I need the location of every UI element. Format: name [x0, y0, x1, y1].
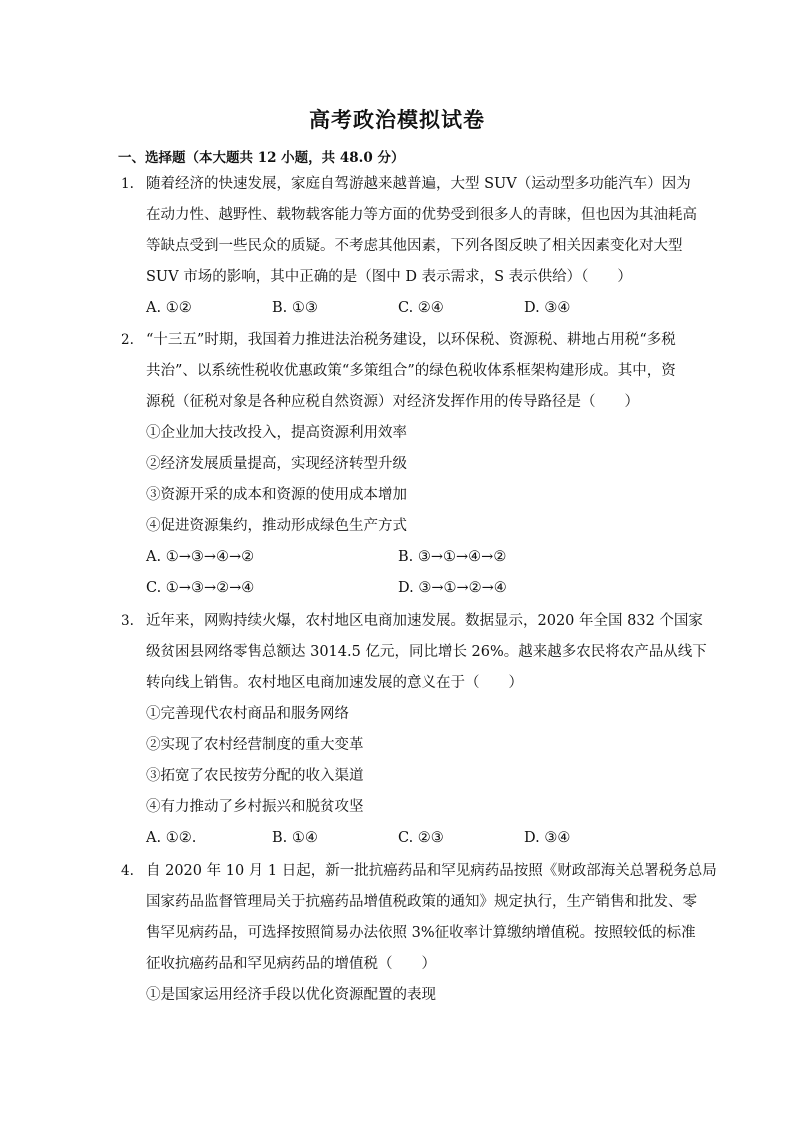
page-title: 高考政治模拟试卷 — [309, 107, 485, 132]
option-b: B. ③→①→④→② — [398, 549, 507, 565]
option-c: C. ①→③→②→④ — [146, 580, 255, 596]
statement-1: ①企业加大技改投入，提高资源利用效率 — [146, 425, 407, 441]
option-d: D. ③→①→②→④ — [398, 580, 507, 596]
statement-1: ①是国家运用经济手段以优化资源配置的表现 — [146, 987, 436, 1003]
question-text-line: 共治”、以系统性税收优惠政策“多策组合”的绿色税收体系框架构建形成。其中，资 — [146, 363, 676, 379]
question-text-line: 在动力性、越野性、载物载客能力等方面的优势受到很多人的青睐，但也因为其油耗高 — [146, 207, 697, 223]
statement-2: ②实现了农村经营制度的重大变革 — [146, 737, 364, 753]
question-text-line: 国家药品监督管理局关于抗癌药品增值税政策的通知》规定执行，生产销售和批发、零 — [146, 894, 697, 910]
question-number: 2. — [121, 332, 134, 348]
question-text-line: 等缺点受到一些民众的质疑。不考虑其他因素，下列各图反映了相关因素变化对大型 — [146, 238, 683, 254]
question-text-line: “十三五”时期，我国着力推进法治税务建设，以环保税、资源税、耕地占用税“多税 — [146, 332, 676, 348]
section-heading: 一、选择题（本大题共 12 小题，共 48.0 分） — [118, 150, 405, 166]
statement-4: ④有力推动了乡村振兴和脱贫攻坚 — [146, 799, 364, 815]
option-d: D. ③④ — [524, 300, 571, 316]
statement-1: ①完善现代农村商品和服务网络 — [146, 706, 349, 722]
option-d: D. ③④ — [524, 830, 571, 846]
statement-3: ③拓宽了农民按劳分配的收入渠道 — [146, 768, 364, 784]
option-c: C. ②④ — [398, 300, 444, 316]
question-text-line: 级贫困县网络零售总额达 3014.5 亿元，同比增长 26%。越来越多农民将农产品从线下 — [146, 644, 707, 660]
option-a: A. ①→③→④→② — [146, 549, 255, 565]
statement-2: ②经济发展质量提高，实现经济转型升级 — [146, 456, 407, 472]
statement-3: ③资源开采的成本和资源的使用成本增加 — [146, 487, 407, 503]
question-text-line: 源税（征税对象是各种应税自然资源）对经济发挥作用的传导路径是（ ） — [146, 394, 639, 410]
question-text-line: 近年来，网购持续火爆，农村地区电商加速发展。数据显示，2020 年全国 832 个国家 — [146, 613, 703, 629]
option-b: B. ①③ — [272, 300, 318, 316]
question-text-line: 征收抗癌药品和罕见病药品的增值税（ ） — [146, 956, 436, 972]
option-a: A. ①②. — [146, 830, 197, 846]
question-text-line: 售罕见病药品，可选择按照简易办法依照 3%征收率计算缴纳增值税。按照较低的标准 — [146, 925, 696, 941]
question-text-line: 转向线上销售。农村地区电商加速发展的意义在于（ ） — [146, 675, 523, 691]
question-number: 3. — [121, 613, 134, 629]
option-b: B. ①④ — [272, 830, 318, 846]
question-number: 1. — [121, 176, 134, 192]
question-number: 4. — [121, 863, 134, 879]
statement-4: ④促进资源集约，推动形成绿色生产方式 — [146, 518, 407, 534]
question-text-line: SUV 市场的影响，其中正确的是（图中 D 表示需求，S 表示供给）（ ） — [146, 269, 632, 285]
question-text-line: 随着经济的快速发展，家庭自驾游越来越普遍，大型 SUV（运动型多功能汽车）因为 — [146, 176, 691, 192]
option-a: A. ①② — [146, 300, 192, 316]
option-c: C. ②③ — [398, 830, 444, 846]
question-text-line: 自 2020 年 10 月 1 日起，新一批抗癌药品和罕见病药品按照《财政部海关总署税务总局 — [146, 863, 717, 879]
